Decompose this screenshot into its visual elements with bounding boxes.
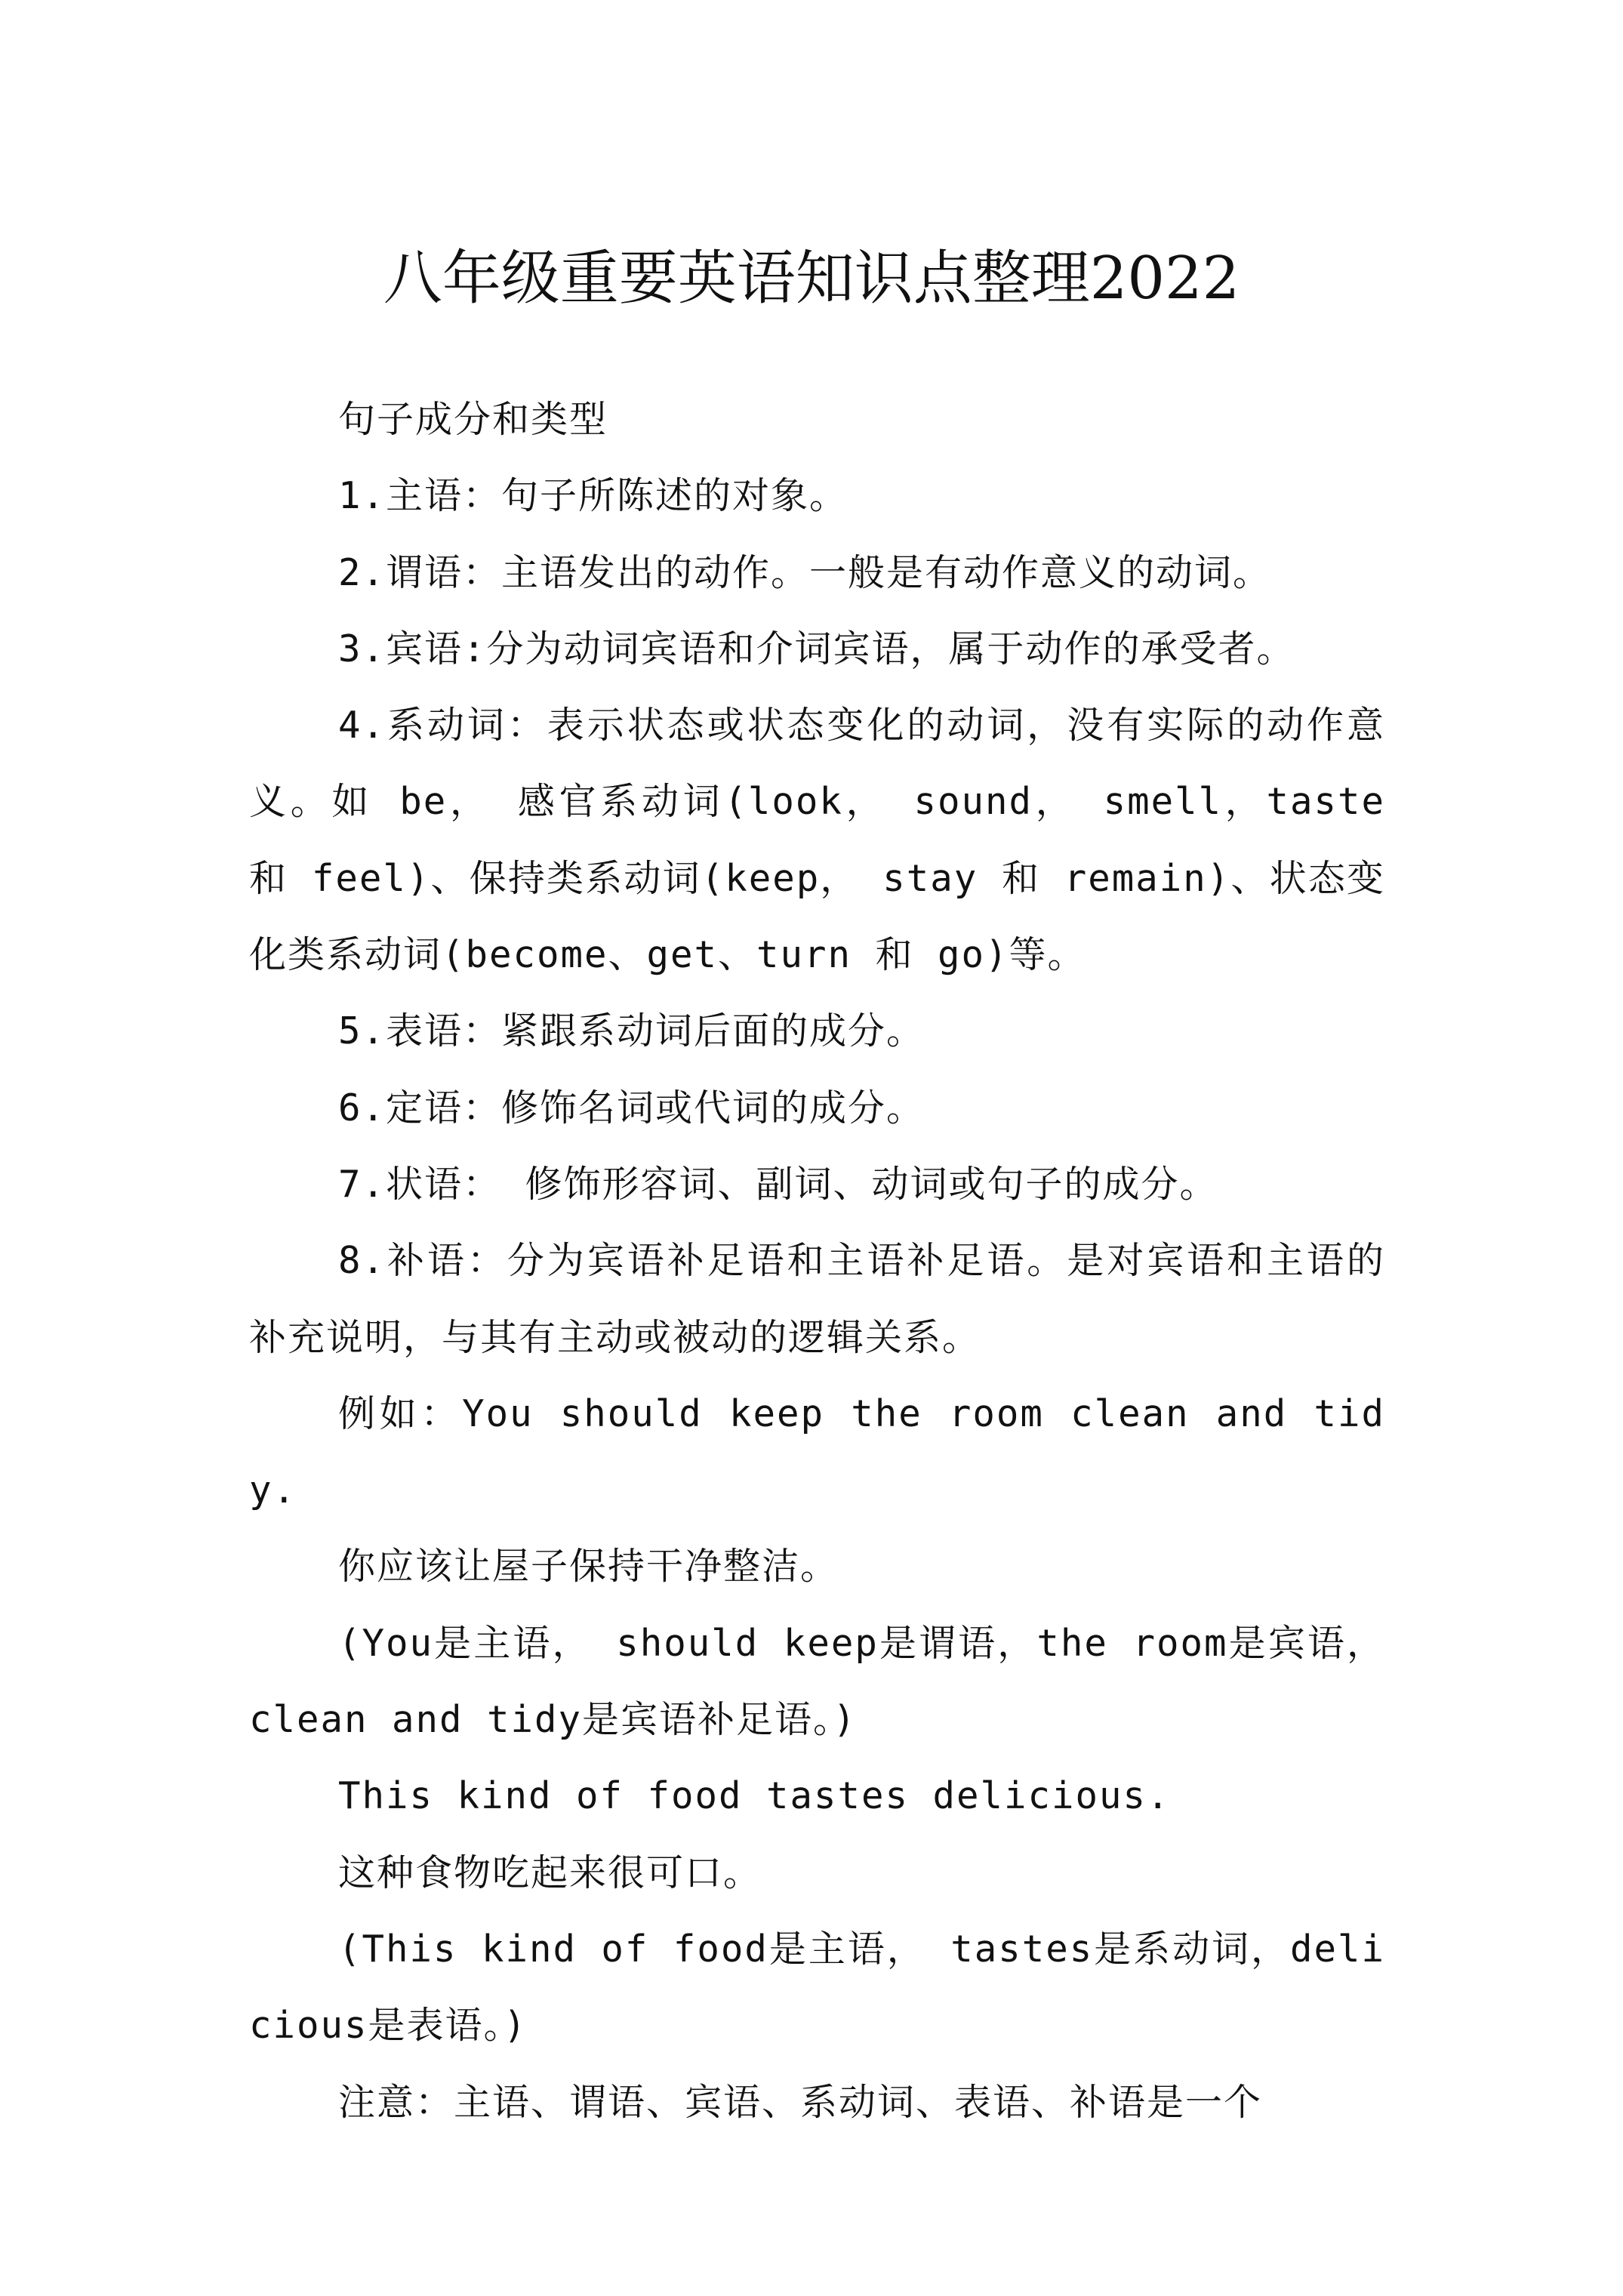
paragraph-predicative: 5.表语：紧跟系动词后面的成分。 xyxy=(338,1009,925,1053)
paragraph-example-2: This kind of food tastes delicious. xyxy=(338,1774,1171,1818)
paragraph-example-1: 例如：You should keep the room clean and tidy. xyxy=(249,1391,1385,1512)
paragraph-complement: 8.补语：分为宾语补足语和主语补足语。是对宾语和主语的补充说明，与其有主动或被动的逻辑关系。 xyxy=(249,1239,1385,1359)
paragraph-example-2-analysis: (This kind of food是主语， tastes是系动词，delicious是表语。) xyxy=(249,1927,1385,2048)
document-body xyxy=(249,381,1385,2140)
paragraph-subject: 1.主语：句子所陈述的对象。 xyxy=(338,474,848,518)
paragraph-linking-verb: 4.系动词：表示状态或状态变化的动词，没有实际的动作意义。如 be， 感官系动词(look， sound， smell，taste 和 feel)、保持类系动词(keep， stay 和 remain)、状态变化类系动词(become、get、turn 和 go)等。 xyxy=(249,704,1385,977)
paragraph-adverbial: 7.状语： 修饰形容词、副词、动词或句子的成分。 xyxy=(338,1162,1218,1206)
paragraph-example-2-translation: 这种食物吃起来很可口。 xyxy=(338,1851,762,1894)
document-title: 八年级重要英语知识点整理2022 xyxy=(383,245,1240,313)
paragraph-example-1-translation: 你应该让屋子保持干净整洁。 xyxy=(338,1545,839,1589)
paragraph-predicate: 2.谓语：主语发出的动作。一般是有动作意义的动词。 xyxy=(338,550,1272,594)
paragraph-object: 3.宾语:分为动词宾语和介词宾语，属于动作的承受者。 xyxy=(338,627,1295,670)
paragraph-attribute: 6.定语：修饰名词或代词的成分。 xyxy=(338,1086,925,1130)
paragraph-section-heading: 句子成分和类型 xyxy=(338,398,608,441)
paragraph-note: 注意：主语、谓语、宾语、系动词、表语、补语是一个 xyxy=(338,2080,1263,2124)
paragraph-example-1-analysis: (You是主语， should keep是谓语，the room是宾语，clean and tidy是宾语补足语。) xyxy=(249,1621,1385,1742)
